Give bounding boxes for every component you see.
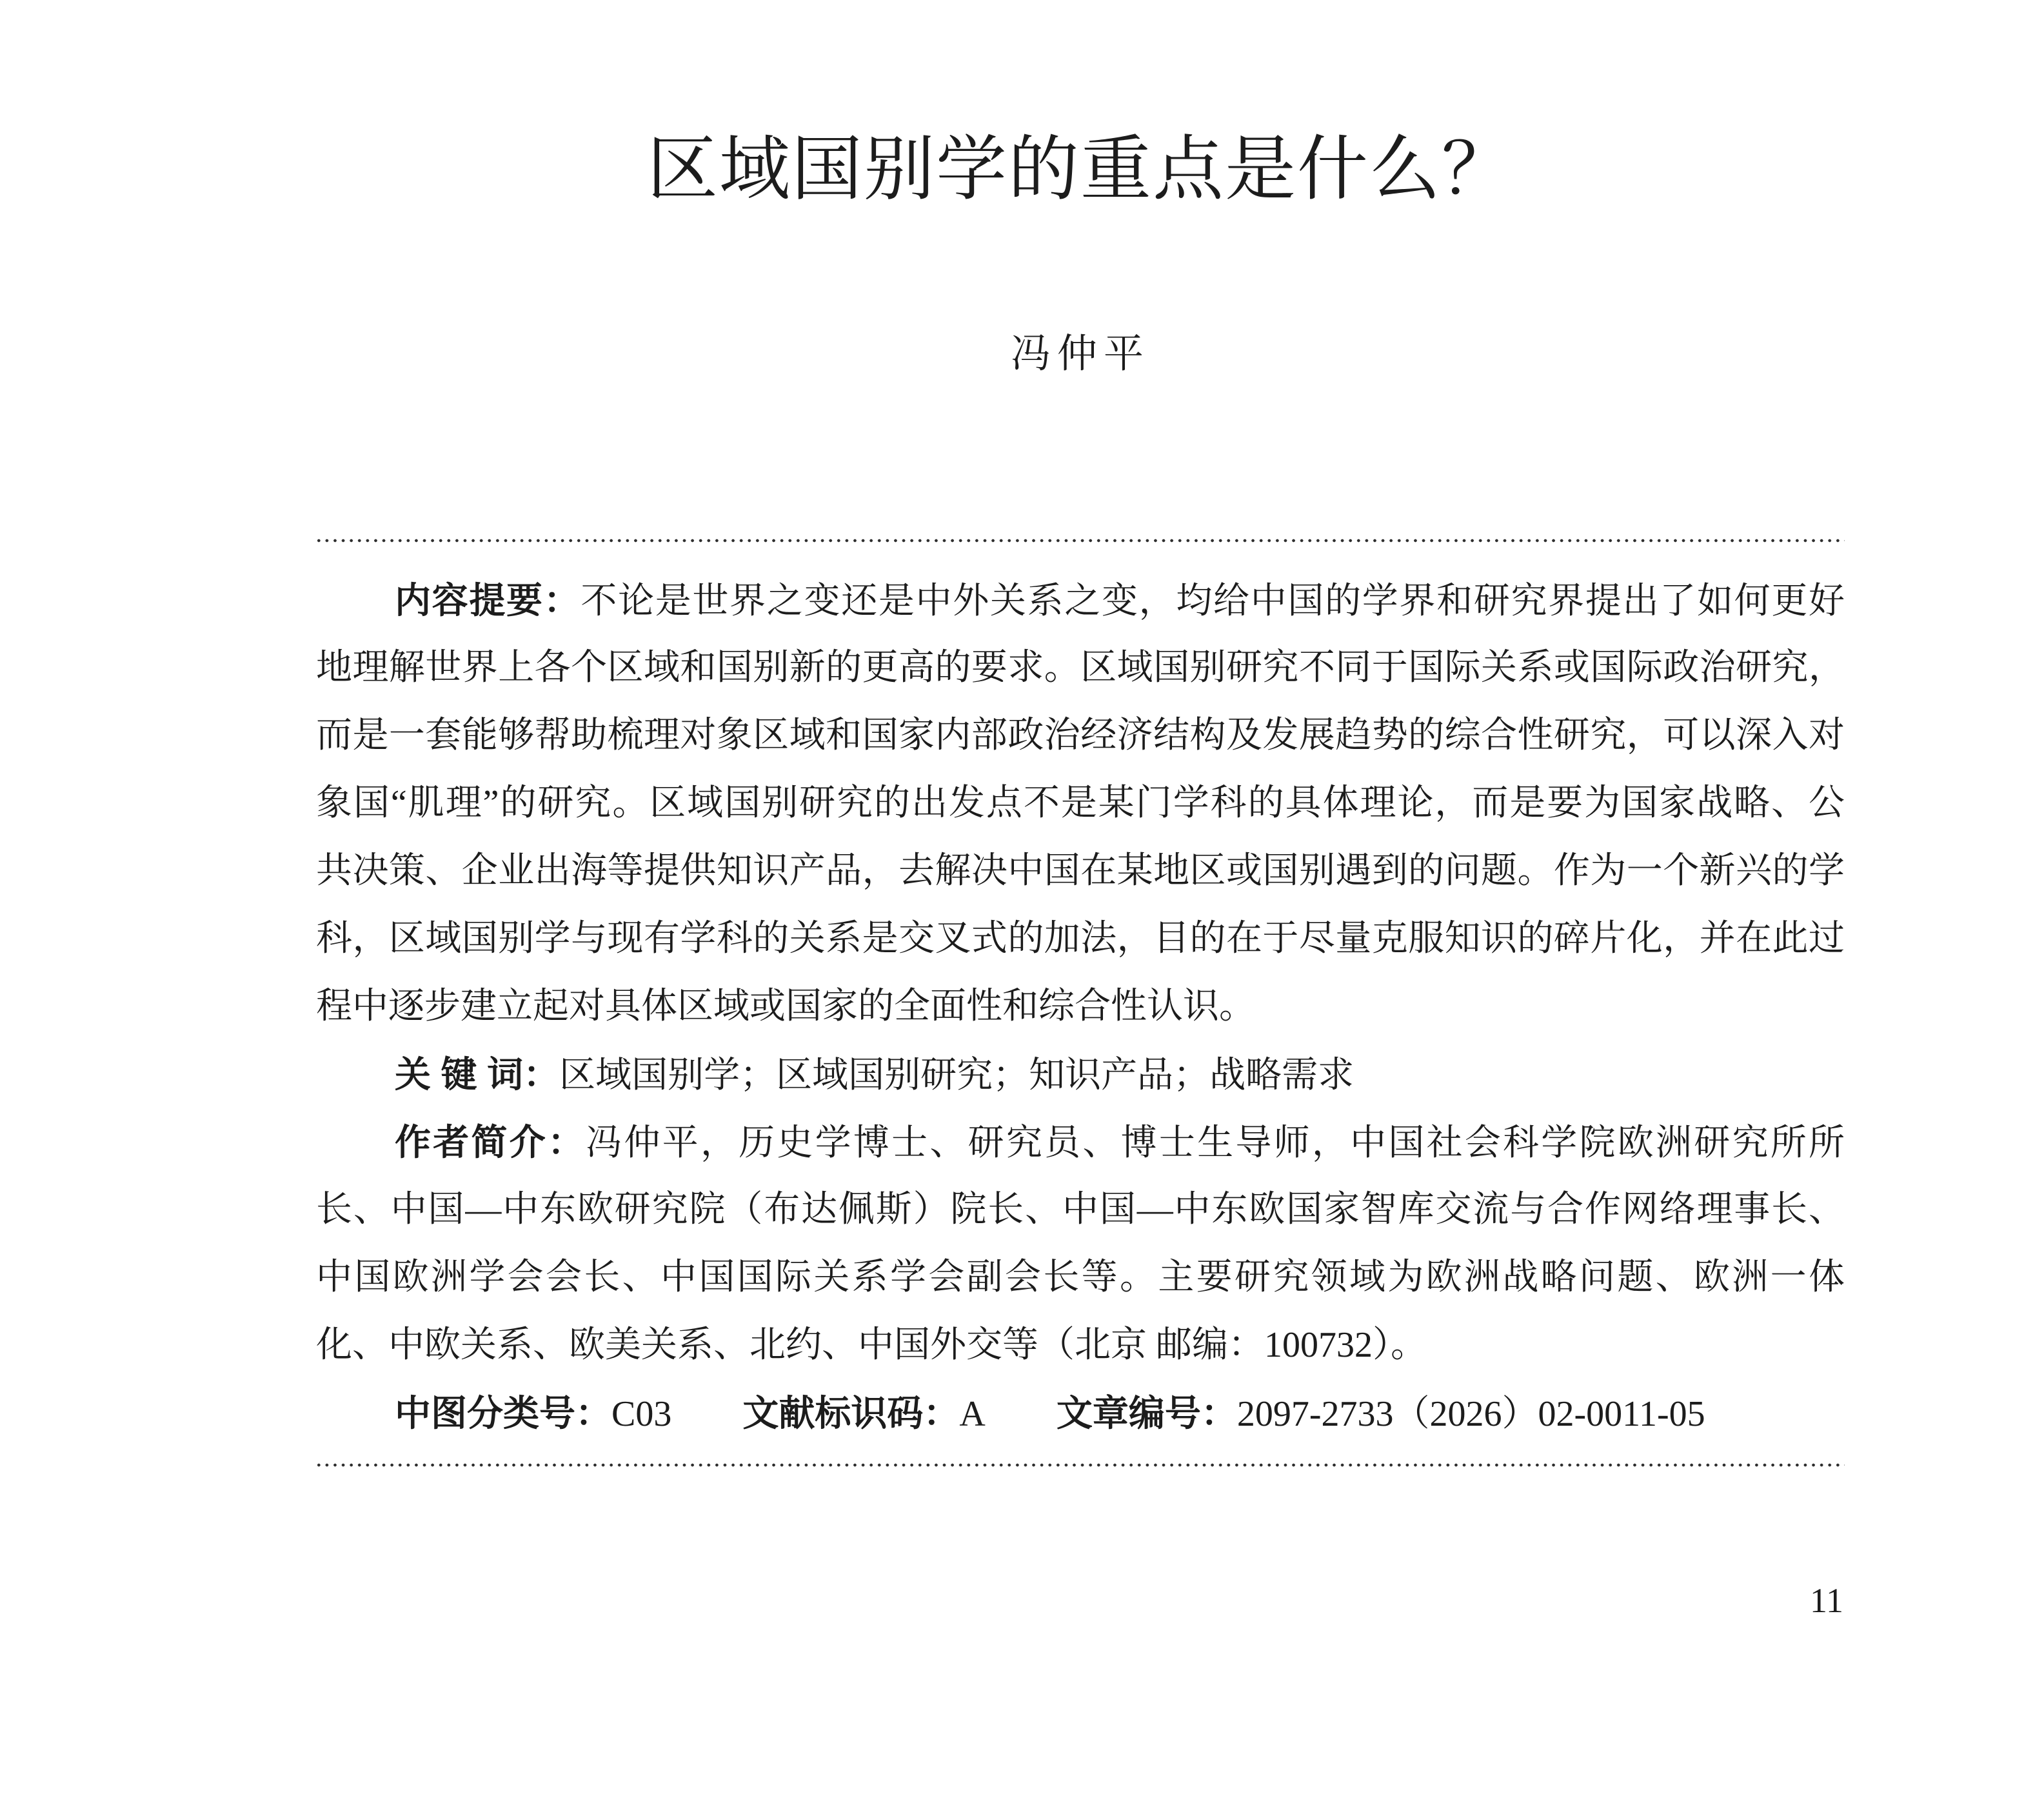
doc-code-value: A bbox=[959, 1394, 986, 1434]
keywords-text: 区域国别学；区域国别研究；知识产品；战略需求 bbox=[559, 1055, 1354, 1095]
bio-label: 作者简介： bbox=[395, 1122, 586, 1162]
abstract-line-4: 象国“肌理”的研究。区域国别研究的出发点不是某门学科的具体理论，而是要为国家战略、公 bbox=[316, 783, 1845, 823]
clc-value: C03 bbox=[611, 1394, 672, 1434]
abstract-line-2: 地理解世界上各个区域和国别新的更高的要求。区域国别研究不同于国际关系或国际政治研究， bbox=[316, 648, 1845, 688]
article-id-label: 文章编号： bbox=[1056, 1393, 1237, 1433]
abstract-line-6: 科，区域国别学与现有学科的关系是交叉式的加法，目的在于尽量克服知识的碎片化，并在此过 bbox=[316, 919, 1845, 959]
abstract-line-3: 而是一套能够帮助梳理对象区域和国家内部政治经济结构及发展趋势的综合性研究，可以深入对 bbox=[316, 715, 1845, 755]
page-number: 11 bbox=[1810, 1581, 1843, 1620]
bio-text: 冯仲平，历史学博士、研究员、博士生导师，中国社会科学院欧洲研究所所 bbox=[586, 1123, 1845, 1163]
bottom-dotted-divider bbox=[315, 1463, 1845, 1467]
keywords-label: 关 键 词： bbox=[395, 1054, 560, 1095]
abstract-text: 不论是世界之变还是中外关系之变，均给中国的学界和研究界提出了如何更好 bbox=[580, 581, 1845, 621]
doc-code-label: 文献标识码： bbox=[742, 1393, 960, 1433]
front-matter-block bbox=[316, 566, 1845, 1447]
classification-line bbox=[316, 1379, 1845, 1447]
bio-line-4: 化、中欧关系、欧美关系、北约、中国外交等（北京 邮编：100732）。 bbox=[316, 1325, 1427, 1365]
page-title: 区域国别学的重点是什么？ bbox=[647, 130, 1514, 209]
abstract-line-7: 程中逐步建立起对具体区域或国家的全面性和综合性认识。 bbox=[316, 986, 1255, 1026]
abstract-line-1 bbox=[316, 566, 1845, 634]
author-name: 冯仲平 bbox=[1010, 332, 1150, 376]
bio-line-1 bbox=[316, 1108, 1845, 1176]
clc-label: 中图分类号： bbox=[395, 1393, 611, 1433]
top-dotted-divider bbox=[315, 539, 1845, 543]
abstract-line-5: 共决策、企业出海等提供知识产品，去解决中国在某地区或国别遇到的问题。作为一个新兴的学 bbox=[316, 851, 1845, 891]
bio-line-2: 长、中国—中东欧研究院（布达佩斯）院长、中国—中东欧国家智库交流与合作网络理事长、 bbox=[316, 1190, 1845, 1230]
bio-line-3: 中国欧洲学会会长、中国国际关系学会副会长等。主要研究领域为欧洲战略问题、欧洲一体 bbox=[316, 1257, 1845, 1297]
keywords-line bbox=[316, 1041, 1845, 1108]
abstract-label: 内容提要： bbox=[395, 580, 581, 621]
article-id-value: 2097-2733（2026）02-0011-05 bbox=[1236, 1394, 1705, 1434]
